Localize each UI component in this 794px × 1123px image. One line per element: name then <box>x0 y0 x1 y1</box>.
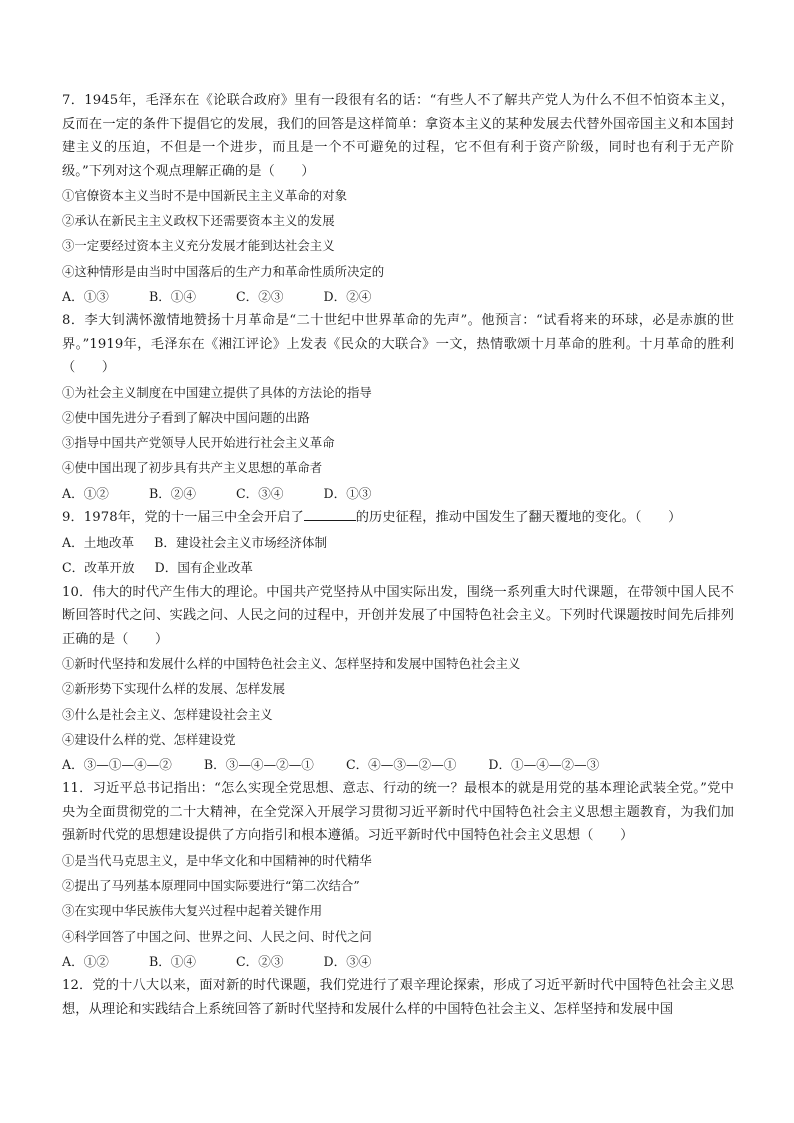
question-12 <box>62 974 734 1022</box>
question-8-option-2: ②使中国先进分子看到了解决中国问题的出路 <box>62 410 310 426</box>
question-8 <box>62 309 734 506</box>
choice-c: C．④—③—②—① <box>345 756 457 772</box>
question-11-option-1: ①是当代马克思主义，是中华文化和中国精神的时代精华 <box>62 852 372 868</box>
choice-c: C．②③ <box>236 288 284 304</box>
question-10-option-2: ②新形势下实现什么样的发展、怎样发展 <box>62 681 286 697</box>
question-7-option-1: ①官僚资本主义当时不是中国新民主主义革命的对象 <box>62 188 347 203</box>
question-11-option-4: ④科学回答了中国之问、世界之问、人民之问、时代之问 <box>62 928 372 944</box>
choice-d: D．①③ <box>323 485 372 501</box>
question-7-stem: 7．1945年，毛泽东在《论联合政府》里有一段很有名的话：“有些人不了解共产党人为什么不但不怕资本主义，反而在一定的条件下提倡它的发展，我们的回答是这样简单：拿资本主义的某种发展去代替外国帝国主义和本国封建主义的压迫，不但是一个进步，而且是一个不可避免的过程，它不但有利于资产阶级，同时也有利于无产阶级。”下列对这个观点理解正确的是（ ） <box>62 93 734 179</box>
question-9-stem-after: 的历史征程，推动中国发生了翻天覆地的变化。（ ） <box>355 510 682 526</box>
question-10-option-1: ①新时代坚持和发展什么样的中国特色社会主义、怎样坚持和发展中国特色社会主义 <box>62 656 521 672</box>
question-8-option-1: ①为社会主义制度在中国建立提供了具体的方法论的指导 <box>62 384 372 400</box>
choice-b: B．①④ <box>148 288 196 304</box>
question-10 <box>62 581 734 778</box>
choice-b: B．③—④—②—① <box>203 756 314 772</box>
question-7 <box>62 89 734 309</box>
question-12-stem: 12．党的十八大以来，面对新的时代课题，我们党进行了艰辛理论探索，形成了习近平新时代中国特色社会主义思想，从理论和实践结合上系统回答了新时代坚持和发展什么样的中国特色社会主义、怎样坚持和发展中国 <box>62 978 734 1018</box>
question-11-stem: 11．习近平总书记指出：“怎么实现全党思想、意志、行动的统一？最根本的就是用党的基本理论武装全党。”党中央为全面贯彻党的二十大精神，在全党深入开展学习贯彻习近平新时代中国特色社会主义思想主题教育，为我们加强新时代党的思想建设提供了方向指引和根本遵循。习近平新时代中国特色社会主义思想（ ） <box>62 781 734 844</box>
choice-d: D．国有企业改革 <box>154 560 253 576</box>
question-9-stem <box>62 506 734 530</box>
question-8-option-3: ③指导中国共产党领导人民开始进行社会主义革命 <box>62 435 335 451</box>
question-8-option-4: ④使中国出现了初步具有共产主义思想的革命者 <box>62 460 323 476</box>
question-7-option-3: ③一定要经过资本主义充分发展才能到达社会主义 <box>62 238 335 254</box>
question-10-option-4: ④建设什么样的党、怎样建设党 <box>62 731 236 747</box>
question-11-option-2: ②提出了马列基本原理同中国实际要进行“第二次结合” <box>62 878 360 894</box>
question-10-stem: 10．伟大的时代产生伟大的理论。中国共产党坚持从中国实际出发，围绕一系列重大时代课题，在带领中国人民不断回答时代之问、实践之问、人民之问的过程中，开创并发展了中国特色社会主义。下列时代课题按时间先后排列正确的是（ ） <box>62 584 734 647</box>
choice-b: B．①④ <box>148 953 196 969</box>
question-9-choices-row-2 <box>62 555 734 581</box>
question-8-stem: 8．李大钊满怀激情地赞扬十月革命是“二十世纪中世界革命的先声”。他预言：“试看将来的环球，必是赤旗的世界。”1919年，毛泽东在《湘江评论》上发表《民众的大联合》一文，热情歌颂十月革命的胜利。十月革命的胜利（ ） <box>62 313 734 376</box>
question-11-option-3: ③在实现中华民族伟大复兴过程中起着关键作用 <box>62 903 323 919</box>
choice-a: A．土地改革 <box>62 534 135 550</box>
question-11-choices <box>62 949 734 975</box>
question-11 <box>62 777 734 974</box>
choice-c: C．②③ <box>236 953 284 969</box>
question-9 <box>62 506 734 581</box>
choice-b: B．建设社会主义市场经济体制 <box>154 534 328 550</box>
question-9-choices-row-1 <box>62 530 734 556</box>
choice-c: C．改革开放 <box>62 560 135 576</box>
question-7-option-2: ②承认在新民主主义政权下还需要资本主义的发展 <box>62 213 335 229</box>
choice-a: A．③—①—④—② <box>62 756 172 772</box>
question-9-stem-before: 9．1978年，党的十一届三中全会开启了 <box>62 510 304 526</box>
choice-a: A．①② <box>62 953 109 969</box>
answer-blank <box>304 506 356 521</box>
choice-a: A．①② <box>62 485 109 501</box>
choice-a: A．①③ <box>62 288 109 304</box>
question-10-choices <box>62 752 734 778</box>
choice-d: D．③④ <box>323 953 372 969</box>
question-7-choices <box>62 284 734 310</box>
choice-b: B．②④ <box>148 485 196 501</box>
question-7-option-4: ④这种情形是由当时中国落后的生产力和革命性质所决定的 <box>62 263 385 279</box>
question-8-choices <box>62 481 734 507</box>
exam-page <box>62 89 734 1022</box>
question-10-option-3: ③什么是社会主义、怎样建设社会主义 <box>62 706 273 722</box>
choice-d: D．②④ <box>323 288 372 304</box>
choice-c: C．③④ <box>236 485 284 501</box>
choice-d: D．①—④—②—③ <box>488 756 600 772</box>
